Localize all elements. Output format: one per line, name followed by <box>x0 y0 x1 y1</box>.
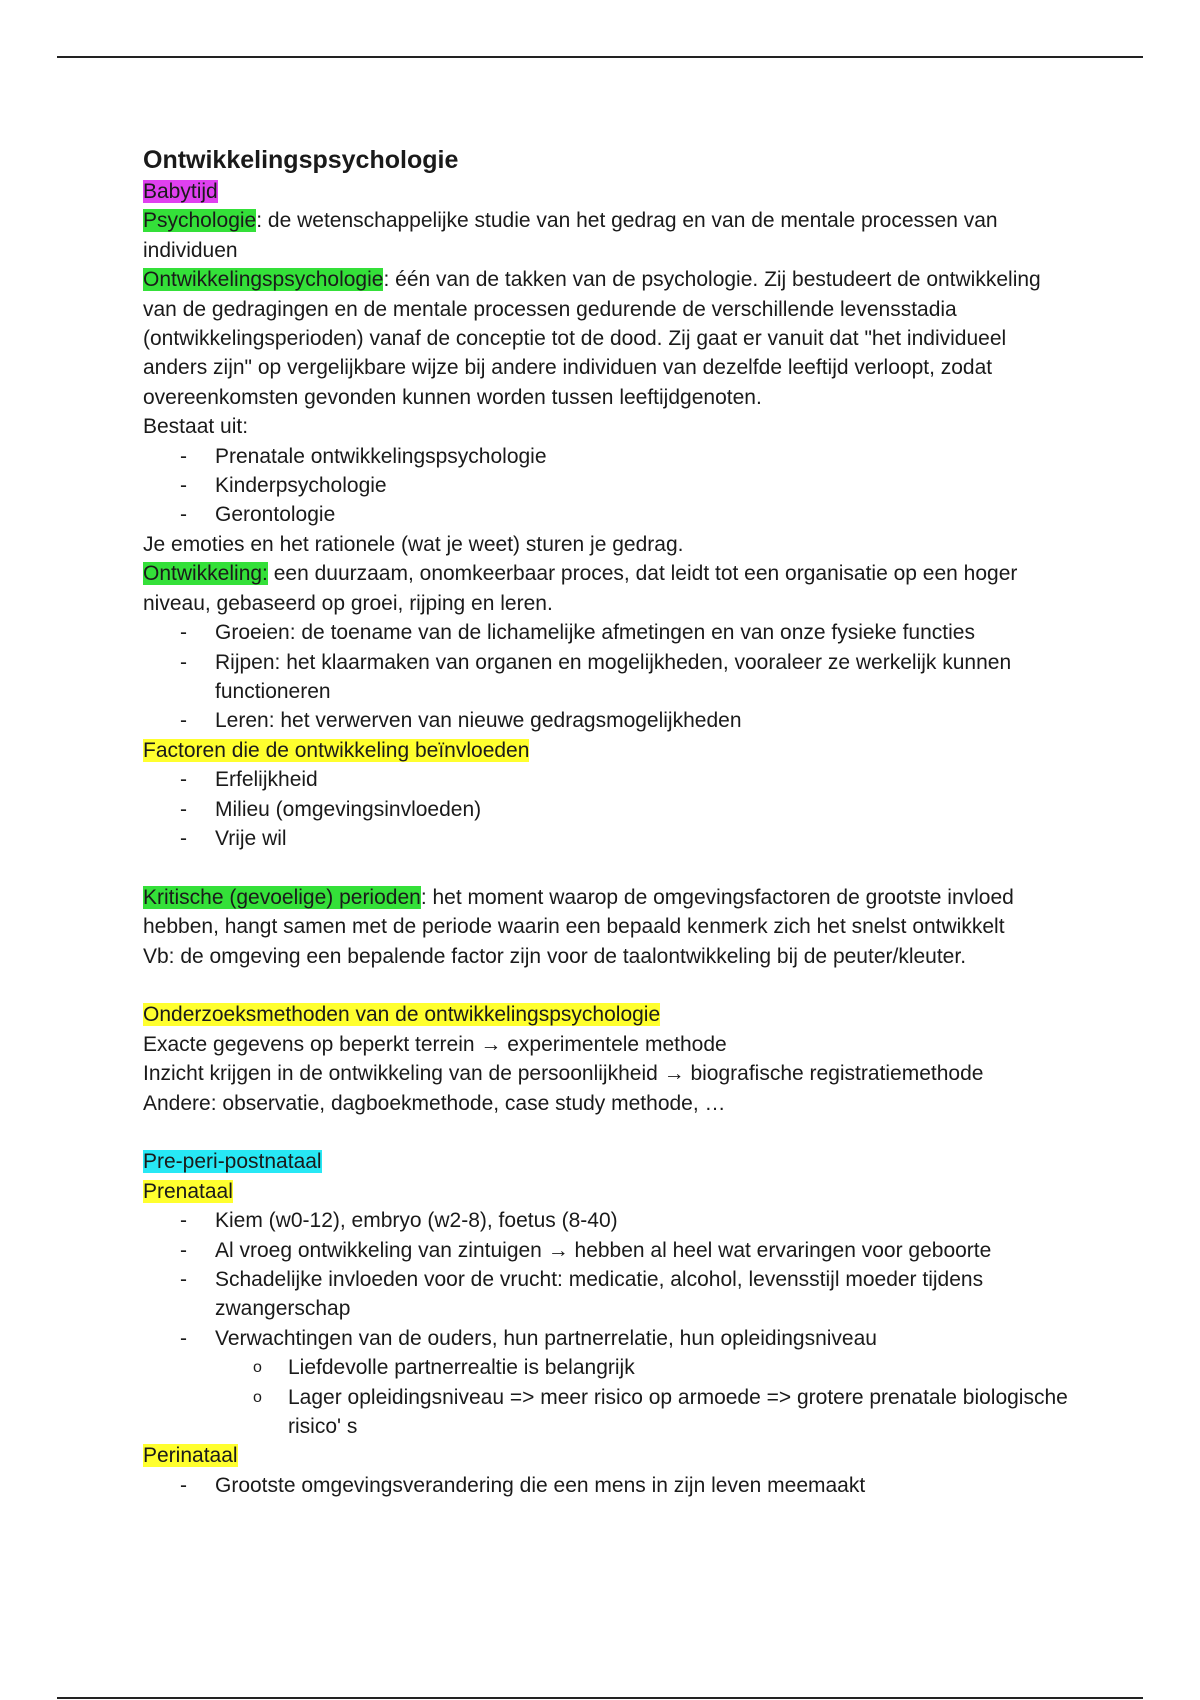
onderzoek-heading <box>143 1000 1073 1029</box>
highlight-factoren: Factoren die de ontwikkeling beïnvloeden <box>143 738 530 762</box>
list-item <box>143 442 1073 471</box>
highlight-babytijd: Babytijd <box>143 180 218 203</box>
list-item <box>143 618 1073 647</box>
definition-ontwikkeling <box>143 559 1073 618</box>
def-kritische-perioden: : het moment waarop de omgevingsfactoren de grootste invloed hebben, hangt samen met de periode waarin een bepaald kenmerk zich het snelst ontwikkelt <box>143 885 1014 939</box>
section-pre-peri-postnataal <box>143 1147 1073 1176</box>
voorbeeld-text: Vb: de omgeving een bepalende factor zijn voor de taalontwikkeling bij de peuter/kleuter. <box>143 944 967 968</box>
document-title: Ontwikkelingspsychologie <box>143 146 459 174</box>
onderzoek-line: Andere: observatie, dagboekmethode, case study methode, … <box>143 1091 726 1115</box>
header-rule <box>57 56 1143 58</box>
spacer <box>143 1118 1073 1147</box>
term-kritische-perioden: Kritische (gevoelige) perioden <box>143 885 421 909</box>
perinataal-heading <box>143 1441 1073 1470</box>
spacer <box>143 971 1073 1000</box>
onderzoek-line: Inzicht krijgen in de ontwikkeling van de persoonlijkheid → biografische registratiemethode <box>143 1062 984 1086</box>
list-item <box>143 1236 1073 1265</box>
prenataal-heading <box>143 1177 1073 1206</box>
dash-bullet: - <box>180 1238 187 1262</box>
list-item-text: Gerontologie <box>215 503 336 527</box>
list-item-text: Milieu (omgevingsinvloeden) <box>215 797 482 821</box>
highlight-prenataal: Prenataal <box>143 1179 233 1203</box>
list-item <box>143 795 1073 824</box>
list-item-text: Kinderpsychologie <box>215 474 387 498</box>
prenataal-sub-list <box>143 1353 1073 1441</box>
dash-bullet: - <box>180 768 187 792</box>
list-item <box>143 1471 1073 1500</box>
list-item-text: Rijpen: het klaarmaken van organen en mogelijkheden, vooraleer ze werkelijk kunnen functioneren <box>215 650 1012 703</box>
dash-bullet: - <box>180 1267 187 1291</box>
list-item <box>143 765 1073 794</box>
def-ontwikkelingspsychologie: : één van de takken van de psychologie. Zij bestudeert de ontwikkeling van de gedragingen en de mentale processen gedurende de verschillende levensstadia (ontwikkelingsperioden) vanaf de conceptie tot de dood. Zij gaat er vanuit dat "het individueel anders zijn" op vergelijkbare wijze bij andere individuen van dezelfde leeftijd verloopt, zodat overeenkomsten gevonden kunnen worden tussen leeftijdgenoten. <box>143 268 1041 409</box>
sub-list-item <box>143 1353 1073 1382</box>
bestaat-uit-list <box>143 442 1073 530</box>
perinataal-list <box>143 1471 1073 1500</box>
dash-bullet: - <box>180 474 187 498</box>
list-item <box>143 1206 1073 1235</box>
term-ontwikkeling: Ontwikkeling: <box>143 562 268 586</box>
ontwikkeling-list <box>143 618 1073 736</box>
document-page <box>143 143 1073 1500</box>
sub-list-item-text: Liefdevolle partnerrealtie is belangrijk <box>288 1356 635 1380</box>
def-ontwikkeling: een duurzaam, onomkeerbaar proces, dat leidt tot een organisatie op een hoger niveau, gebaseerd op groei, rijping en leren. <box>143 562 1018 615</box>
spacer <box>143 853 1073 882</box>
dash-bullet: - <box>180 709 187 733</box>
list-item-text: Al vroeg ontwikkeling van zintuigen → hebben al heel wat ervaringen voor geboorte <box>215 1238 992 1262</box>
sub-list-item <box>143 1383 1073 1442</box>
list-item-text: Leren: het verwerven van nieuwe gedragsmogelijkheden <box>215 709 742 733</box>
highlight-pre-peri-postnataal: Pre-peri-postnataal <box>143 1150 322 1174</box>
definition-ontwikkelingspsychologie <box>143 265 1073 412</box>
dash-bullet: - <box>180 1326 187 1350</box>
factoren-list <box>143 765 1073 853</box>
dash-bullet: - <box>180 444 187 468</box>
list-item <box>143 648 1073 707</box>
dash-bullet: - <box>180 1473 187 1497</box>
dash-bullet: - <box>180 826 187 850</box>
list-item-text: Prenatale ontwikkelingspsychologie <box>215 444 547 468</box>
sub-list-item-text: Lager opleidingsniveau => meer risico op armoede => grotere prenatale biologische risico' s <box>288 1385 1068 1439</box>
circle-bullet: o <box>253 1359 262 1377</box>
prenataal-list <box>143 1206 1073 1353</box>
list-item-text: Kiem (w0-12), embryo (w2-8), foetus (8-40) <box>215 1209 618 1233</box>
list-item-text: Schadelijke invloeden voor de vrucht: medicatie, alcohol, levensstijl moeder tijdens zwangerschap <box>215 1267 984 1321</box>
bestaat-uit-label: Bestaat uit: <box>143 415 249 439</box>
dash-bullet: - <box>180 503 187 527</box>
list-item <box>143 500 1073 529</box>
definition-kritische-perioden <box>143 883 1073 942</box>
list-item-text: Vrije wil <box>215 826 287 850</box>
list-item <box>143 824 1073 853</box>
emoties-text: Je emoties en het rationele (wat je weet) sturen je gedrag. <box>143 532 684 556</box>
definition-psychologie <box>143 206 1073 265</box>
list-item-text: Grootste omgevingsverandering die een mens in zijn leven meemaakt <box>215 1473 866 1497</box>
list-item <box>143 706 1073 735</box>
term-ontwikkelingspsychologie: Ontwikkelingspsychologie <box>143 268 384 292</box>
dash-bullet: - <box>180 650 187 674</box>
section-babytijd <box>143 177 1073 206</box>
list-item <box>143 1265 1073 1324</box>
footer-rule <box>57 1697 1143 1699</box>
dash-bullet: - <box>180 797 187 821</box>
factoren-heading <box>143 736 1073 765</box>
list-item <box>143 1324 1073 1353</box>
def-psychologie: : de wetenschappelijke studie van het gedrag en van de mentale processen van individuen <box>143 209 998 262</box>
onderzoek-line: Exacte gegevens op beperkt terrein → experimentele methode <box>143 1032 727 1056</box>
list-item-text: Verwachtingen van de ouders, hun partnerrelatie, hun opleidingsniveau <box>215 1326 877 1350</box>
list-item-text: Groeien: de toename van de lichamelijke afmetingen en van onze fysieke functies <box>215 621 975 645</box>
list-item <box>143 471 1073 500</box>
term-psychologie: Psychologie <box>143 209 257 233</box>
dash-bullet: - <box>180 621 187 645</box>
circle-bullet: o <box>253 1388 262 1406</box>
dash-bullet: - <box>180 1209 187 1233</box>
list-item-text: Erfelijkheid <box>215 768 318 792</box>
highlight-onderzoek: Onderzoeksmethoden van de ontwikkelingspsychologie <box>143 1003 661 1027</box>
highlight-perinataal: Perinataal <box>143 1444 238 1468</box>
